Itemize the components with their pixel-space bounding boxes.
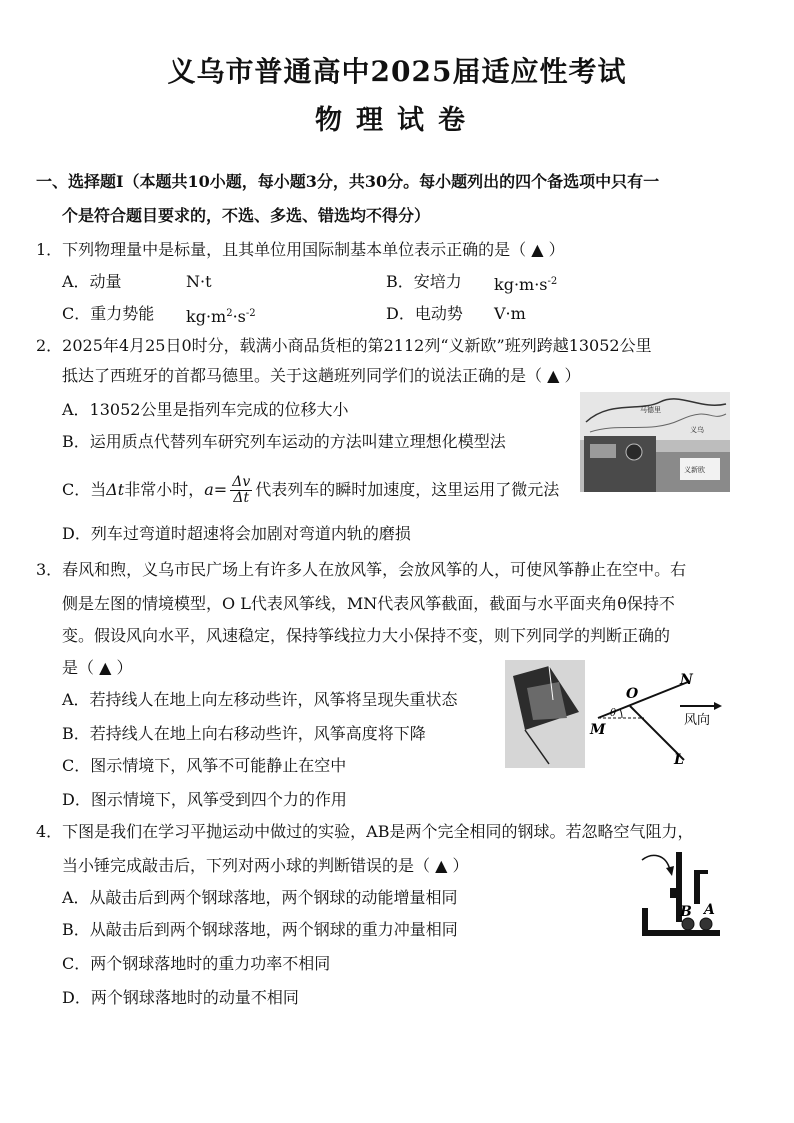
label-theta: θ (610, 708, 617, 719)
train-photo (580, 392, 730, 492)
q1-c-unit-a: kg·m (186, 307, 227, 326)
q2-c-eq: = (213, 480, 228, 499)
q1-stem: 1．下列物理量中是标量，且其单位用国际制基本单位表示正确的是（ ▲ ） (36, 240, 565, 259)
q2-stem-line1: 2．2025年4月25日0时分，载满小商品货柜的第2112列“义新欧”班列跨越13052公里 (36, 336, 652, 355)
side-arm (694, 870, 708, 874)
section-heading-line1: 一、选择题Ⅰ（本题共10小题，每小题3分，共30分。每小题列出的四个备选项中只有一 (36, 172, 660, 191)
q1-d-label: D．电动势 (386, 304, 463, 323)
q4-option-a: A．从敲击后到两个钢球落地，两个钢球的动能增量相同 (62, 888, 458, 907)
q2-option-d: D．列车过弯道时超速将会加剧对弯道内轨的磨损 (62, 524, 411, 543)
q2-c-a: a (204, 480, 214, 499)
map-label-b: 义乌 (690, 426, 704, 434)
label-n: N (680, 672, 693, 688)
q3-stem-line1: 3．春风和煦，义乌市民广场上有许多人在放风筝，会放风筝的人，可使风筝静止在空中。右 (36, 560, 687, 579)
label-m: M (590, 722, 606, 738)
map-label-a: 马德里 (640, 406, 661, 414)
q3-stem-line4: 是（ ▲ ） (62, 658, 133, 677)
train-window (590, 444, 616, 458)
q1-c-label: C．重力势能 (62, 304, 155, 323)
q4-option-d: D．两个钢球落地时的动量不相同 (62, 988, 299, 1007)
exam-title: 义乌市普通高中2025届适应性考试 (167, 55, 627, 88)
q1-a-label: A．动量 (62, 272, 122, 291)
q1-c-unit-exp1: 2 (226, 308, 233, 319)
q2-c-pre: C．当 (62, 480, 107, 499)
q1-b-unit-base: kg·m·s (494, 275, 548, 294)
base-plate (642, 930, 720, 936)
label-l: L (674, 752, 684, 768)
q2-option-a: A．13052公里是指列车完成的位移大小 (62, 400, 349, 419)
train-emblem (626, 444, 642, 460)
q2-c-mid: 非常小时， (124, 480, 205, 499)
q2-c-post: 代表列车的瞬时加速度，这里运用了微元法 (255, 480, 560, 499)
q1-a-unit: N·t (186, 272, 212, 291)
q2-stem-line2: 抵达了西班牙的首都马德里。关于这趟班列同学们的说法正确的是（ ▲ ） (62, 366, 581, 385)
q3-option-c: C．图示情境下，风筝不可能静止在空中 (62, 756, 347, 775)
label-o: O (626, 686, 639, 702)
swing-arrow (642, 855, 670, 870)
map-area (580, 392, 730, 440)
q3-option-b: B．若持线人在地上向右移动些许，风筝高度将下降 (62, 724, 426, 743)
side-post (694, 870, 700, 904)
label-wind: 风向 (684, 713, 711, 728)
projectile-apparatus (636, 848, 724, 940)
q1-c-unit-exp2: -2 (245, 308, 256, 319)
theta-arc (620, 709, 622, 718)
q3-stem-line3: 变。假设风向水平，风速稳定，保持筝线拉力大小保持不变，则下列同学的判断正确的 (62, 626, 671, 645)
q4-stem-line1: 4．下图是我们在学习平抛运动中做过的实验，AB是两个完全相同的钢球。若忽略空气阻力， (36, 822, 694, 841)
q1-c-unit (186, 304, 256, 327)
q1-c-unit-b: ·s (232, 307, 246, 326)
label-a: A (704, 902, 715, 918)
q2-c-num: Δv (232, 474, 251, 490)
exam-subtitle: 物理试卷 (315, 105, 479, 136)
q1-b-label: B．安培力 (386, 272, 462, 291)
q4-option-c: C．两个钢球落地时的重力功率不相同 (62, 954, 331, 973)
q1-b-unit-exp: -2 (547, 276, 558, 287)
wind-arrowhead (714, 702, 722, 710)
q3-option-d: D．图示情境下，风筝受到四个力的作用 (62, 790, 347, 809)
q2-c-den: Δt (233, 490, 250, 506)
q4-option-b: B．从敲击后到两个钢球落地，两个钢球的重力冲量相同 (62, 920, 458, 939)
q2-option-c (62, 470, 559, 510)
q1-d-unit: V·m (494, 304, 526, 323)
q2-option-b: B．运用质点代替列车研究列车运动的方法叫建立理想化模型法 (62, 432, 506, 451)
base-left (642, 908, 648, 936)
section-heading-line2: 个是符合题目要求的，不选、多选、错选均不得分） (62, 206, 431, 225)
kite-model-diagram (588, 668, 728, 772)
ball-a (700, 918, 712, 930)
q2-c-dt: Δt (106, 480, 125, 499)
swing-arrowhead (666, 866, 674, 876)
q1-b-unit (494, 272, 557, 295)
sign-caption: 义新欧 (684, 466, 705, 474)
kite-photo (505, 660, 585, 768)
label-b: B (680, 904, 692, 920)
hammer-head (670, 888, 678, 898)
q1-option-a (62, 272, 122, 292)
q4-stem-line2: 当小锤完成敲击后，下列对两小球的判断错误的是（ ▲ ） (62, 856, 469, 875)
q3-option-a: A．若持线人在地上向左移动些许，风筝将呈现失重状态 (62, 690, 458, 709)
q2-c-fraction (230, 475, 252, 506)
q3-stem-line2: 侧是左图的情境模型，O L代表风筝线，MN代表风筝截面，截面与水平面夹角θ保持不 (62, 594, 675, 613)
